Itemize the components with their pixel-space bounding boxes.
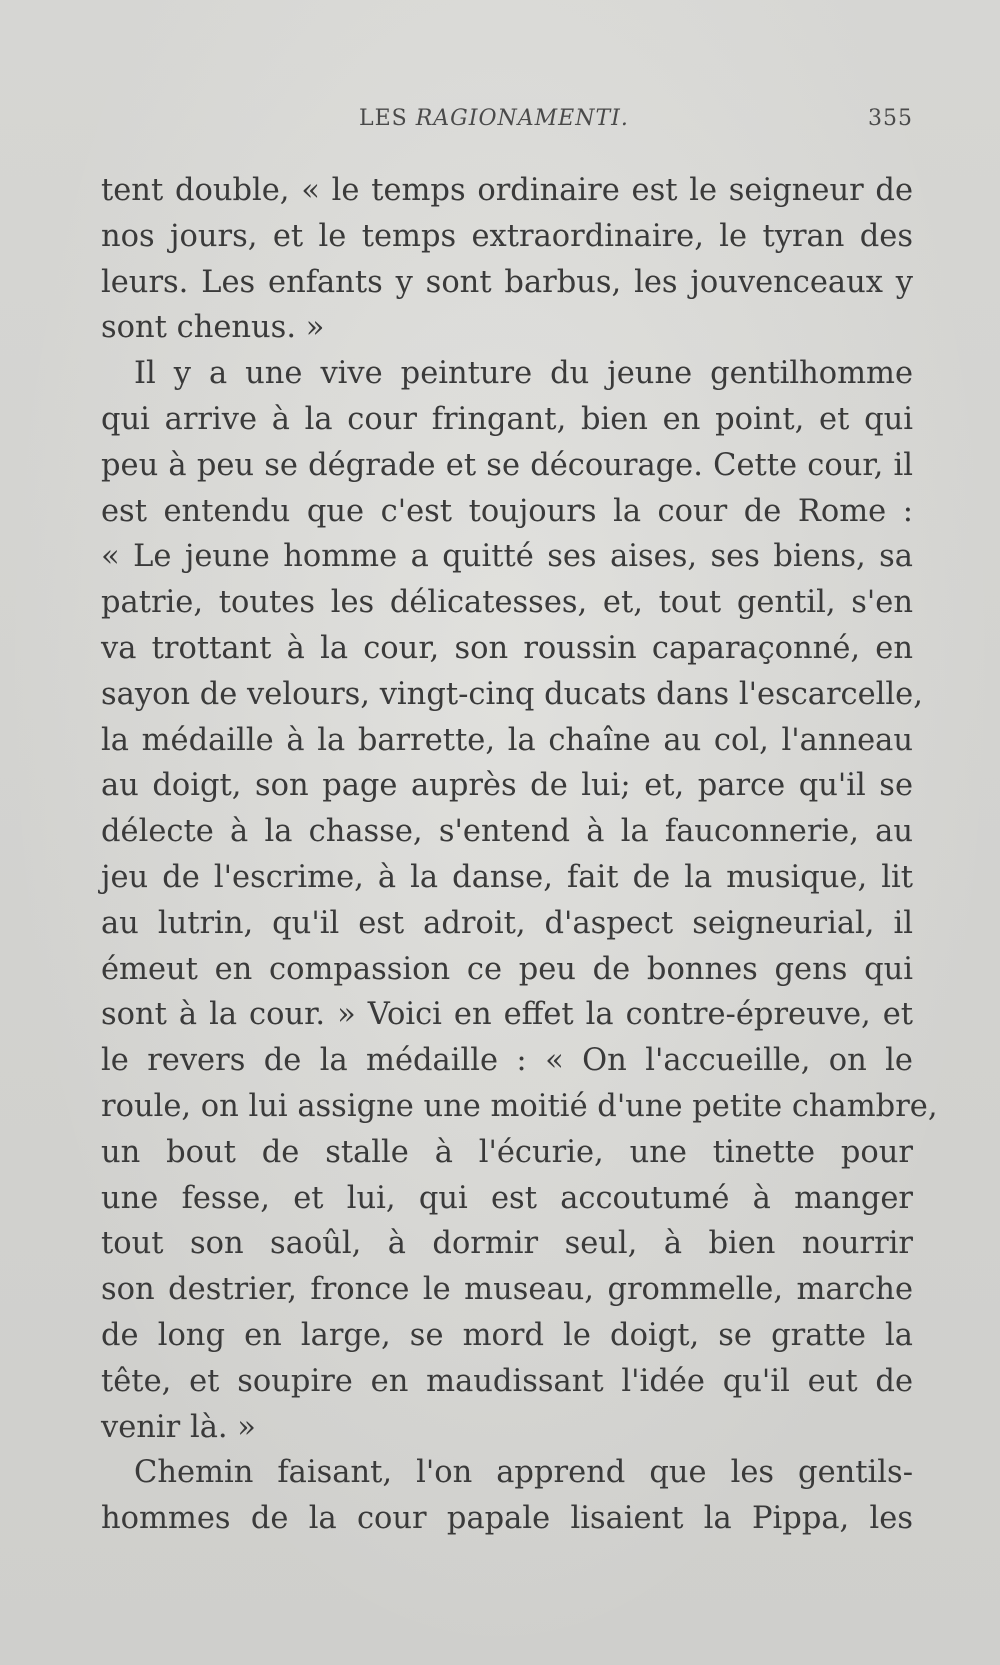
text-line: tent double, « le temps ordinaire est le seigneur de [101,173,913,208]
text-line: tout son saoûl, à dormir seul, à bien nourrir [101,1226,913,1262]
running-title-prefix: LES [359,106,416,131]
text-line: au doigt, son page auprès de lui; et, parce qu'il se [101,768,913,804]
text-line: de long en large, se mord le doigt, se gratte la [101,1317,913,1353]
running-title [359,106,629,131]
text-line: nos jours, et le temps extraordinaire, le tyran des [101,218,913,254]
text-line: venir là. » [101,1409,256,1445]
text-line: leurs. Les enfants y sont barbus, les jouvenceaux y [101,264,913,300]
text-line: sont à la cour. » Voici en effet la contre-épreuve, et [101,997,913,1033]
text-line: patrie, toutes les délicatesses, et, tout gentil, s'en [101,585,913,621]
text-line: jeu de l'escrime, à la danse, fait de la musique, lit [101,859,913,895]
text-line: délecte à la chasse, s'entend à la fauconnerie, au [101,814,913,850]
text-line: va trottant à la cour, son roussin caparaçonné, en [101,630,913,666]
text-line: sayon de velours, vingt-cinq ducats dans l'escarcelle, [101,676,923,712]
text-line: un bout de stalle à l'écurie, une tinette pour [101,1134,913,1170]
text-line: Il y a une vive peinture du jeune gentilhomme [134,356,913,392]
text-line: qui arrive à la cour fringant, bien en point, et qui [101,401,913,437]
text-line: Chemin faisant, l'on apprend que les gentils- [134,1455,913,1491]
running-head [101,106,913,140]
text-line: « Le jeune homme a quitté ses aises, ses biens, sa [101,539,913,575]
text-line: au lutrin, qu'il est adroit, d'aspect seigneurial, il [101,905,913,941]
text-line: est entendu que c'est toujours la cour de Rome : [101,493,913,529]
text-line: son destrier, fronce le museau, grommelle, marche [101,1272,913,1308]
text-line: une fesse, et lui, qui est accoutumé à manger [101,1180,913,1216]
text-line: roule, on lui assigne une moitié d'une petite chambre, [101,1088,938,1124]
text-line: émeut en compassion ce peu de bonnes gens qui [101,951,913,987]
page-number: 355 [868,106,913,131]
body-text [101,168,938,1542]
text-line: le revers de la médaille : « On l'accueille, on le [101,1043,913,1079]
text-line: hommes de la cour papale lisaient la Pippa, les [101,1501,913,1537]
text-line: sont chenus. » [101,310,325,346]
running-title-italic: RAGIONAMENTI. [415,106,629,131]
text-line: peu à peu se dégrade et se décourage. Cette cour, il [101,447,913,483]
text-line: la médaille à la barrette, la chaîne au col, l'anneau [101,722,913,758]
text-line: tête, et soupire en maudissant l'idée qu'il eut de [101,1363,913,1399]
